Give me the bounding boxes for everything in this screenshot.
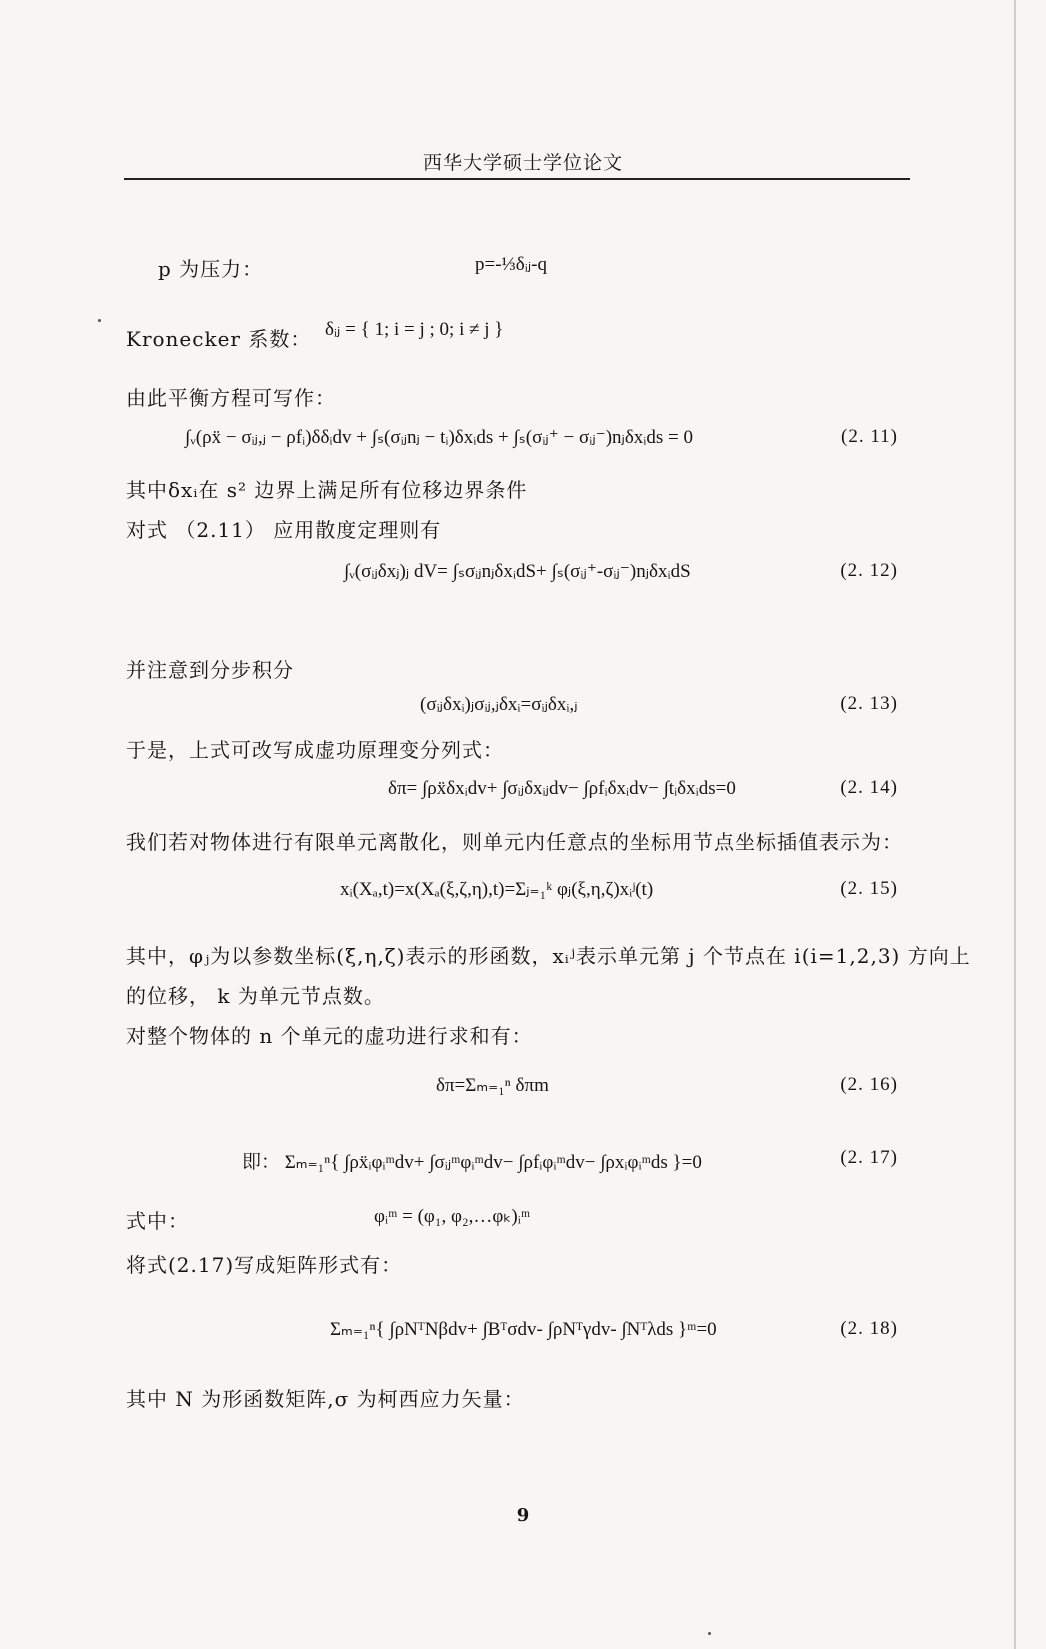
equation-2-12: ∫ᵥ(σᵢⱼδxⱼ)ⱼ dV= ∫ₛσᵢⱼnⱼδxᵢdS+ ∫ₛ(σᵢⱼ⁺-σᵢⱼ⁻)nⱼδxᵢdS [344, 561, 691, 582]
body-line: 式中： [126, 1209, 189, 1233]
equation-2-17: 即： Σₘ₌₁ⁿ{ ∫ρẍᵢφᵢᵐdv+ ∫σᵢⱼᵐφᵢᵐdv− ∫ρfᵢφᵢᵐdv− ∫ρxᵢφᵢᵐds }=0 [242, 1152, 702, 1173]
phi-equation: φᵢᵐ = (φ₁, φ₂,…φₖ)ᵢᵐ [374, 1206, 531, 1227]
equation-2-11: ∫ᵥ(ρẍ − σᵢⱼ,ⱼ − ρfᵢ)δδᵢdv + ∫ₛ(σᵢⱼnⱼ − tᵢ)δxᵢds + ∫ₛ(σᵢⱼ⁺ − σᵢⱼ⁻)nⱼδxᵢds = 0 [185, 427, 694, 448]
equation-2-14: δπ= ∫ρẍδxᵢdv+ ∫σᵢⱼδxᵢⱼdv− ∫ρfᵢδxᵢdv− ∫tᵢδxᵢds=0 [388, 778, 736, 799]
page-header: 西华大学硕士学位论文 [422, 152, 623, 174]
equation-number: (2. 18) [840, 1318, 898, 1339]
equation-number: (2. 14) [840, 777, 898, 798]
body-line: 其中，φⱼ为以参数坐标(ξ,η,ζ)表示的形函数，xᵢʲ表示单元第 j 个节点在 i(i=1,2,3) 方向上 [126, 944, 971, 968]
scan-speck [98, 319, 101, 322]
equation-2-16: δπ=Σₘ₌₁ⁿ δπm [436, 1075, 549, 1096]
body-line: 将式(2.17)写成矩阵形式有： [126, 1253, 403, 1277]
pressure-label: p 为压力： [158, 257, 264, 281]
body-line: 其中δxᵢ在 s² 边界上满足所有位移边界条件 [126, 478, 528, 502]
equation-number: (2. 12) [840, 560, 898, 581]
body-line: 其中 N 为形函数矩阵,σ 为柯西应力矢量： [126, 1387, 525, 1411]
equation-number: (2. 13) [840, 693, 898, 714]
header-rule [124, 178, 910, 180]
scan-speck [708, 1632, 711, 1635]
pressure-equation: p=-⅓δᵢⱼ-q [475, 254, 548, 275]
body-line: 对式 （2.11） 应用散度定理则有 [126, 518, 442, 542]
equation-2-15: xᵢ(Xₐ,t)=x(Xₐ(ξ,ζ,η),t)=Σⱼ₌₁ᵏ φⱼ(ξ,η,ζ)xᵢʲ(t) [340, 879, 654, 900]
body-line: 于是，上式可改写成虚功原理变分列式： [126, 738, 504, 762]
page-number: 9 [516, 1505, 530, 1526]
equation-2-13: (σᵢⱼδxᵢ)ⱼσᵢⱼ,ⱼδxᵢ=σᵢⱼδxᵢ,ⱼ [420, 694, 578, 715]
body-line: 我们若对物体进行有限单元离散化，则单元内任意点的坐标用节点坐标插值表示为： [126, 830, 903, 854]
equation-number: (2. 16) [840, 1074, 898, 1095]
body-line: 由此平衡方程可写作： [126, 386, 336, 410]
body-line: 的位移， k 为单元节点数。 [126, 984, 385, 1008]
body-line: 并注意到分步积分 [126, 658, 294, 682]
kronecker-label: Kronecker 系数： [126, 327, 312, 351]
equation-number: (2. 17) [840, 1147, 898, 1168]
equation-number: (2. 15) [840, 878, 898, 899]
page-edge-line [1014, 0, 1016, 1649]
equation-number: (2. 11) [841, 426, 898, 447]
body-line: 对整个物体的 n 个单元的虚功进行求和有： [126, 1024, 533, 1048]
equation-2-18: Σₘ₌₁ⁿ{ ∫ρNᵀNβdv+ ∫Bᵀσdv- ∫ρNᵀγdv- ∫Nᵀλds }ᵐ=0 [330, 1319, 717, 1340]
kronecker-equation: δᵢⱼ = { 1; i = j ; 0; i ≠ j } [325, 319, 504, 340]
